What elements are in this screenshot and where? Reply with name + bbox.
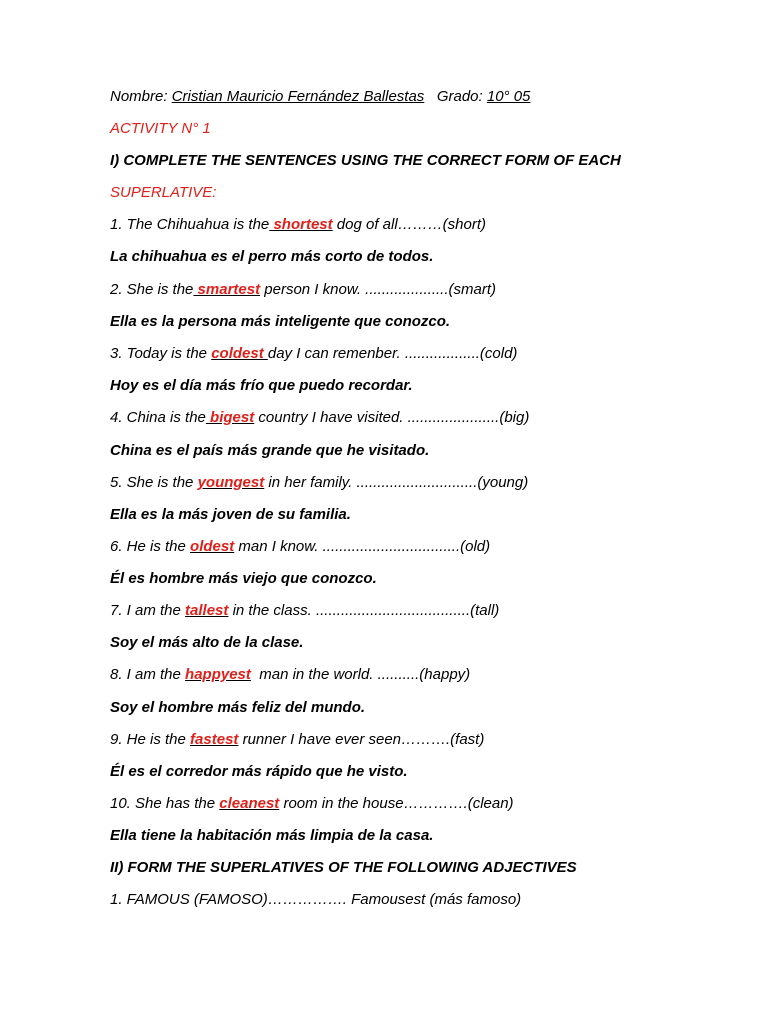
answer-word: tallest xyxy=(185,602,229,619)
sentence-text: day I can remenber. ..................(cold) xyxy=(267,345,518,362)
answer-word: fastest xyxy=(190,731,239,748)
sentence-text: 5. She is the xyxy=(110,474,198,491)
sentence-text: 9. He is the xyxy=(110,731,191,748)
sentence-text: 7. I am the xyxy=(110,602,186,619)
sentence-5 xyxy=(110,473,748,493)
sentence-1 xyxy=(110,215,748,235)
answer-word: happyest xyxy=(185,666,251,683)
sentence-10 xyxy=(110,794,748,814)
translation-10: Ella tiene la habitación más limpia de la casa. xyxy=(110,827,434,844)
answer-word: coldest xyxy=(211,345,268,362)
grade-value: 10° 05 xyxy=(486,88,531,105)
header-line xyxy=(110,87,748,107)
answer-word: shortest xyxy=(269,216,333,233)
translation-1: La chihuahua es el perro más corto de todos. xyxy=(110,248,434,265)
sentence-8 xyxy=(110,665,748,685)
sentence-text: runner I have ever seen……….(fast) xyxy=(238,731,485,748)
sentence-text: 3. Today is the xyxy=(110,345,212,362)
sentence-text: country I have visited. ......................(big) xyxy=(254,409,530,426)
section1-title-continued: SUPERLATIVE: xyxy=(110,184,217,201)
sentence-text: person I know. ....................(smart) xyxy=(260,281,496,298)
sentence-text: 4. China is the xyxy=(110,409,206,426)
translation-7: Soy el más alto de la clase. xyxy=(110,634,304,651)
name-value: Cristian Mauricio Fernández Ballestas xyxy=(171,88,425,105)
translation-5: Ella es la más joven de su familia. xyxy=(110,506,351,523)
sentence-text: 2. She is the xyxy=(110,281,194,298)
sentence-4 xyxy=(110,408,748,428)
sentence-text: 1. The Chihuahua is the xyxy=(110,216,270,233)
answer-word: cleanest xyxy=(219,795,280,812)
name-label: Nombre: xyxy=(110,88,168,105)
sentence-7 xyxy=(110,601,748,621)
answer-word: bigest xyxy=(205,409,255,426)
sentence-text: dog of all………(short) xyxy=(332,216,487,233)
sentence-text: man I know. .................................(old) xyxy=(234,538,491,555)
answer-word: smartest xyxy=(193,281,261,298)
grade-label: Grado: xyxy=(436,88,483,105)
translation-3: Hoy es el día más frío que puedo recordar. xyxy=(110,377,413,394)
translation-6: Él es hombre más viejo que conozco. xyxy=(110,570,377,587)
answer-word: youngest xyxy=(197,474,265,491)
translation-2: Ella es la persona más inteligente que conozco. xyxy=(110,313,451,330)
translation-4: China es el país más grande que he visitado. xyxy=(110,442,430,459)
translation-9: Él es el corredor más rápido que he visto. xyxy=(110,763,408,780)
sentence-6 xyxy=(110,537,748,557)
sentence-text: man in the world. ..........(happy) xyxy=(250,666,471,683)
sentence-2 xyxy=(110,280,748,300)
sentence-text: in her family. .............................(young) xyxy=(264,474,529,491)
section2-title: II) FORM THE SUPERLATIVES OF THE FOLLOWING ADJECTIVES xyxy=(110,859,577,876)
sentence-3 xyxy=(110,344,748,364)
sentence-text: in the class. .....................................(tall) xyxy=(228,602,500,619)
sentence-9 xyxy=(110,730,748,750)
sentence-text: room in the house………….(clean) xyxy=(279,795,514,812)
superlative-item-1: 1. FAMOUS (FAMOSO)……………. Famousest (más famoso) xyxy=(110,891,522,908)
section1-title: I) COMPLETE THE SENTENCES USING THE CORRECT FORM OF EACH xyxy=(110,152,621,169)
sentence-text: 10. She has the xyxy=(110,795,220,812)
sentence-text: 6. He is the xyxy=(110,538,191,555)
translation-8: Soy el hombre más feliz del mundo. xyxy=(110,699,366,716)
answer-word: oldest xyxy=(190,538,235,555)
sentence-text: 8. I am the xyxy=(110,666,186,683)
activity-title: ACTIVITY N° 1 xyxy=(110,120,211,137)
